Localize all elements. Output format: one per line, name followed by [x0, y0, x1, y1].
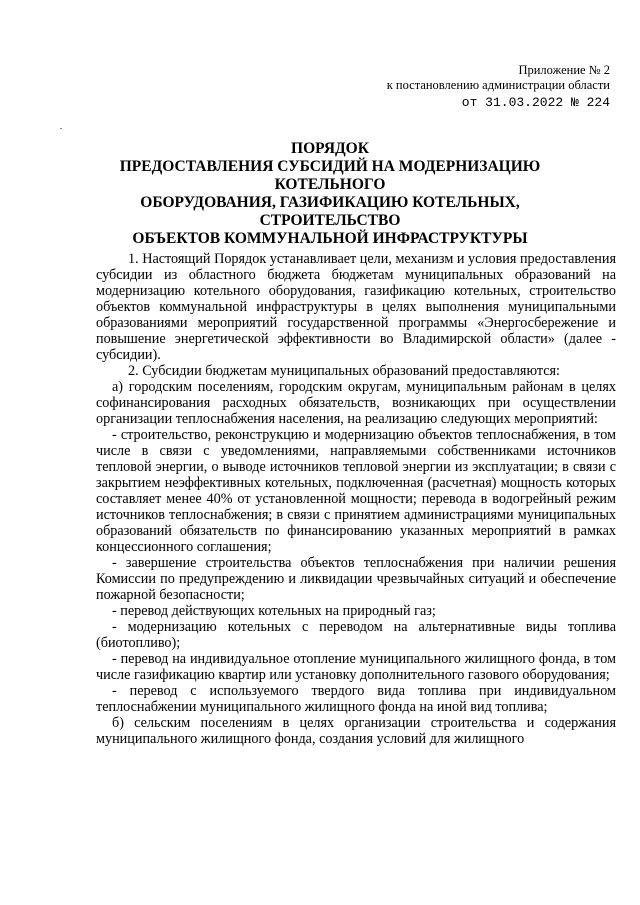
paragraph-7: - модернизацию котельных с переводом на альтернативные виды топлива (биотопливо);	[96, 619, 616, 651]
paragraph-2: 2. Субсидии бюджетам муниципальных образований предоставляются:	[128, 363, 561, 379]
paragraph-4: - строительство, реконструкцию и модернизацию объектов теплоснабжения, в том числе в связи с уведомлениями, направляемыми собственниками источников тепловой энергии, о выводе источников тепловой энергии из эксплуатации; в связи с закрытием неэффективных котельных, подключенная (расчетная) мощность которых составляет менее 40% от установленной мощности; перевода в водогрейный режим источников теплоснабжения; в связи с принятием администрациями муниципальных образований обязательств по финансированию указанных мероприятий в рамках концессионного соглашения;	[96, 427, 616, 555]
appendix-title: Приложение № 2	[518, 63, 610, 77]
document-body	[96, 251, 616, 747]
paragraph-6: - перевод действующих котельных на природный газ;	[112, 603, 436, 619]
paragraph-1: 1. Настоящий Порядок устанавливает цели, механизм и условия предоставления субсидии из областного бюджета бюджетам муниципальных образований на модернизацию котельного оборудования, газификацию котельных, строительство объектов коммунальной инфраструктуры в целях выполнения муниципальными образованиями мероприятий государственной программы «Энергосбережение и повышение энергетической эффективности во Владимирской области» (далее - субсидии).	[96, 251, 616, 363]
document-heading	[80, 140, 580, 248]
appendix-block	[310, 63, 610, 110]
scan-mark	[60, 128, 62, 129]
paragraph-9: - перевод с используемого твердого вида топлива при индивидуальном теплоснабжении муниципального жилищного фонда на иной вид топлива;	[96, 683, 616, 715]
appendix-date: от 31.03.2022 № 224	[461, 95, 610, 110]
heading-line-4: ОБОРУДОВАНИЯ, ГАЗИФИКАЦИЮ КОТЕЛЬНЫХ, СТРОИТЕЛЬСТВО	[140, 194, 520, 229]
heading-line-3: КОТЕЛЬНОГО	[274, 176, 386, 193]
heading-line-2: ПРЕДОСТАВЛЕНИЯ СУБСИДИЙ НА МОДЕРНИЗАЦИЮ	[119, 158, 541, 175]
heading-line-1: ПОРЯДОК	[291, 140, 369, 157]
paragraph-8: - перевод на индивидуальное отопление муниципального жилищного фонда, в том числе газификацию квартир или установку дополнительного газового оборудования;	[96, 651, 616, 683]
paragraph-10: б) сельским поселениям в целях организации строительства и содержания муниципального жилищного фонда, создания условий для жилищного	[96, 715, 616, 747]
heading-line-5: ОБЪЕКТОВ КОММУНАЛЬНОЙ ИНФРАСТРУКТУРЫ	[132, 230, 528, 247]
paragraph-3: а) городским поселениям, городским округам, муниципальным районам в целях софинансирования расходных обязательств, возникающих при осуществлении организации теплоснабжения населения, на реализацию следующих мероприятий:	[96, 379, 616, 427]
appendix-reference: к постановлению администрации области	[386, 78, 610, 92]
paragraph-5: - завершение строительства объектов теплоснабжения при наличии решения Комиссии по предупреждению и ликвидации чрезвычайных ситуаций и обеспечение пожарной безопасности;	[96, 555, 616, 603]
